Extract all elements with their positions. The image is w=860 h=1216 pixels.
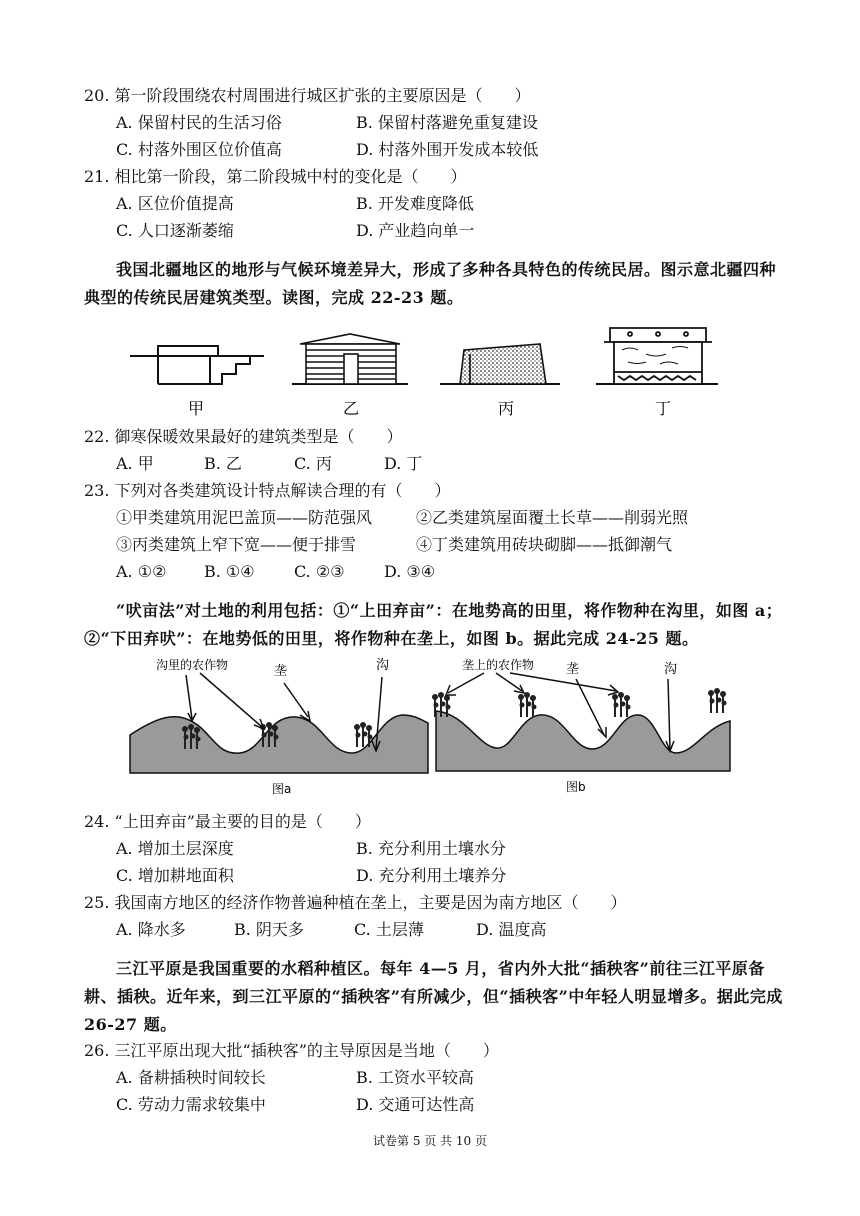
- q25-option-d: D. 温度高: [476, 920, 547, 939]
- q24-option-a: A. 增加土层深度: [116, 839, 234, 858]
- q21-option-b: B. 开发难度降低: [356, 194, 474, 213]
- q26-stem: 26. 三江平原出现大批“插秧客”的主导原因是当地（ ）: [84, 1041, 499, 1060]
- figure-b-ridge-label: 垄: [566, 662, 580, 677]
- figure-b-crop-label: 垄上的农作物: [462, 658, 535, 672]
- q24-option-b: B. 充分利用土壤水分: [356, 839, 506, 858]
- q23-statement-2: ②乙类建筑屋面覆土长草——削弱光照: [416, 508, 689, 527]
- q21-option-a: A. 区位价值提高: [116, 194, 234, 213]
- ridge-ditch-figure: [0, 655, 860, 805]
- q24-option-c: C. 增加耕地面积: [116, 866, 234, 885]
- page-footer: 试卷第 5 页 共 10 页: [373, 1134, 487, 1148]
- intro-26-27: 三江平原是我国重要的水稻种植区。每年 4—5 月，省内外大批“插秧客”前往三江平原备耕、插秧。近年来，到三江平原的“插秧客”有所减少，但“插秧客”中年轻人明显增多。据此完成 26-27 题。: [84, 959, 783, 1034]
- q24-option-d: D. 充分利用土壤养分: [356, 866, 507, 885]
- q23-option-b: B. ①④: [204, 562, 255, 581]
- q24-stem: 24. “上田弃亩”最主要的目的是（ ）: [84, 812, 371, 831]
- dwelling-types-figure: [0, 322, 860, 442]
- q22-option-b: B. 乙: [204, 454, 242, 473]
- figure1-label-jia: 甲: [187, 399, 205, 418]
- figure-a-caption: 图a: [272, 782, 292, 796]
- q22-option-c: C. 丙: [294, 454, 332, 473]
- figure1-label-yi: 乙: [342, 399, 360, 418]
- q21-option-d: D. 产业趋向单一: [356, 221, 475, 240]
- q20-option-b: B. 保留村落避免重复建设: [356, 113, 538, 132]
- q23-statement-3: ③丙类建筑上窄下宽——便于排雪: [116, 535, 357, 554]
- q23-statement-4: ④丁类建筑用砖块砌脚——抵御潮气: [416, 535, 673, 554]
- figure-a-ridge-label: 垄: [274, 664, 288, 679]
- figure1-label-ding: 丁: [654, 399, 672, 418]
- house-yi-drawing: [292, 334, 408, 384]
- q20-stem: 20. 第一阶段围绕农村周围进行城区扩张的主要原因是（ ）: [84, 86, 531, 105]
- figure-a-terrain: [130, 715, 428, 773]
- figure-b-crops: [432, 688, 727, 717]
- q22-stem: 22. 御寒保暖效果最好的建筑类型是（ ）: [84, 427, 403, 446]
- q25-option-b: B. 阴天多: [234, 920, 304, 939]
- figure-a-crop-label: 沟里的农作物: [156, 658, 229, 672]
- figure-b-terrain: [436, 711, 730, 771]
- q20-option-d: D. 村落外围开发成本较低: [356, 140, 539, 159]
- house-bing-drawing: [440, 344, 560, 384]
- q20-option-c: C. 村落外围区位价值高: [116, 140, 282, 159]
- figure-b-caption: 图b: [566, 780, 586, 794]
- q26-option-b: B. 工资水平较高: [356, 1068, 474, 1087]
- q23-option-c: C. ②③: [294, 562, 345, 581]
- q26-option-d: D. 交通可达性高: [356, 1095, 475, 1114]
- intro-22-23: 我国北疆地区的地形与气候环境差异大，形成了多种各具特色的传统民居。图示意北疆四种典型的传统民居建筑类型。读图，完成 22-23 题。: [84, 260, 777, 307]
- figure1-label-bing: 丙: [497, 399, 515, 418]
- q23-statement-1: ①甲类建筑用泥巴盖顶——防范强风: [116, 508, 373, 527]
- q23-stem: 23. 下列对各类建筑设计特点解读合理的有（ ）: [84, 481, 451, 500]
- q23-option-a: A. ①②: [116, 562, 167, 581]
- q25-stem: 25. 我国南方地区的经济作物普遍种植在垄上，主要是因为南方地区（ ）: [84, 893, 627, 912]
- q23-option-d: D. ③④: [384, 562, 436, 581]
- intro-24-25: “吠亩法”对土地的利用包括：①“上田弃亩”：在地势高的田里，将作物种在沟里，如图 a；②“下田弃吠”：在地势低的田里，将作物种在垄上，如图 b。据此完成 24-25 题。: [84, 601, 783, 648]
- figure-b-ditch-label: 沟: [664, 662, 678, 677]
- q21-stem: 21. 相比第一阶段，第二阶段城中村的变化是（ ）: [84, 167, 467, 186]
- q22-option-d: D. 丁: [384, 454, 423, 473]
- q26-option-a: A. 备耕插秧时间较长: [116, 1068, 266, 1087]
- q25-option-c: C. 土层薄: [354, 920, 424, 939]
- q20-option-a: A. 保留村民的生活习俗: [116, 113, 282, 132]
- q21-option-c: C. 人口逐渐萎缩: [116, 221, 234, 240]
- q25-option-a: A. 降水多: [116, 920, 186, 939]
- figure-a-ditch-label: 沟: [376, 658, 390, 673]
- q26-option-c: C. 劳动力需求较集中: [116, 1095, 266, 1114]
- house-ding-drawing: [596, 328, 718, 384]
- house-jia-drawing: [130, 346, 264, 384]
- q22-option-a: A. 甲: [116, 454, 154, 473]
